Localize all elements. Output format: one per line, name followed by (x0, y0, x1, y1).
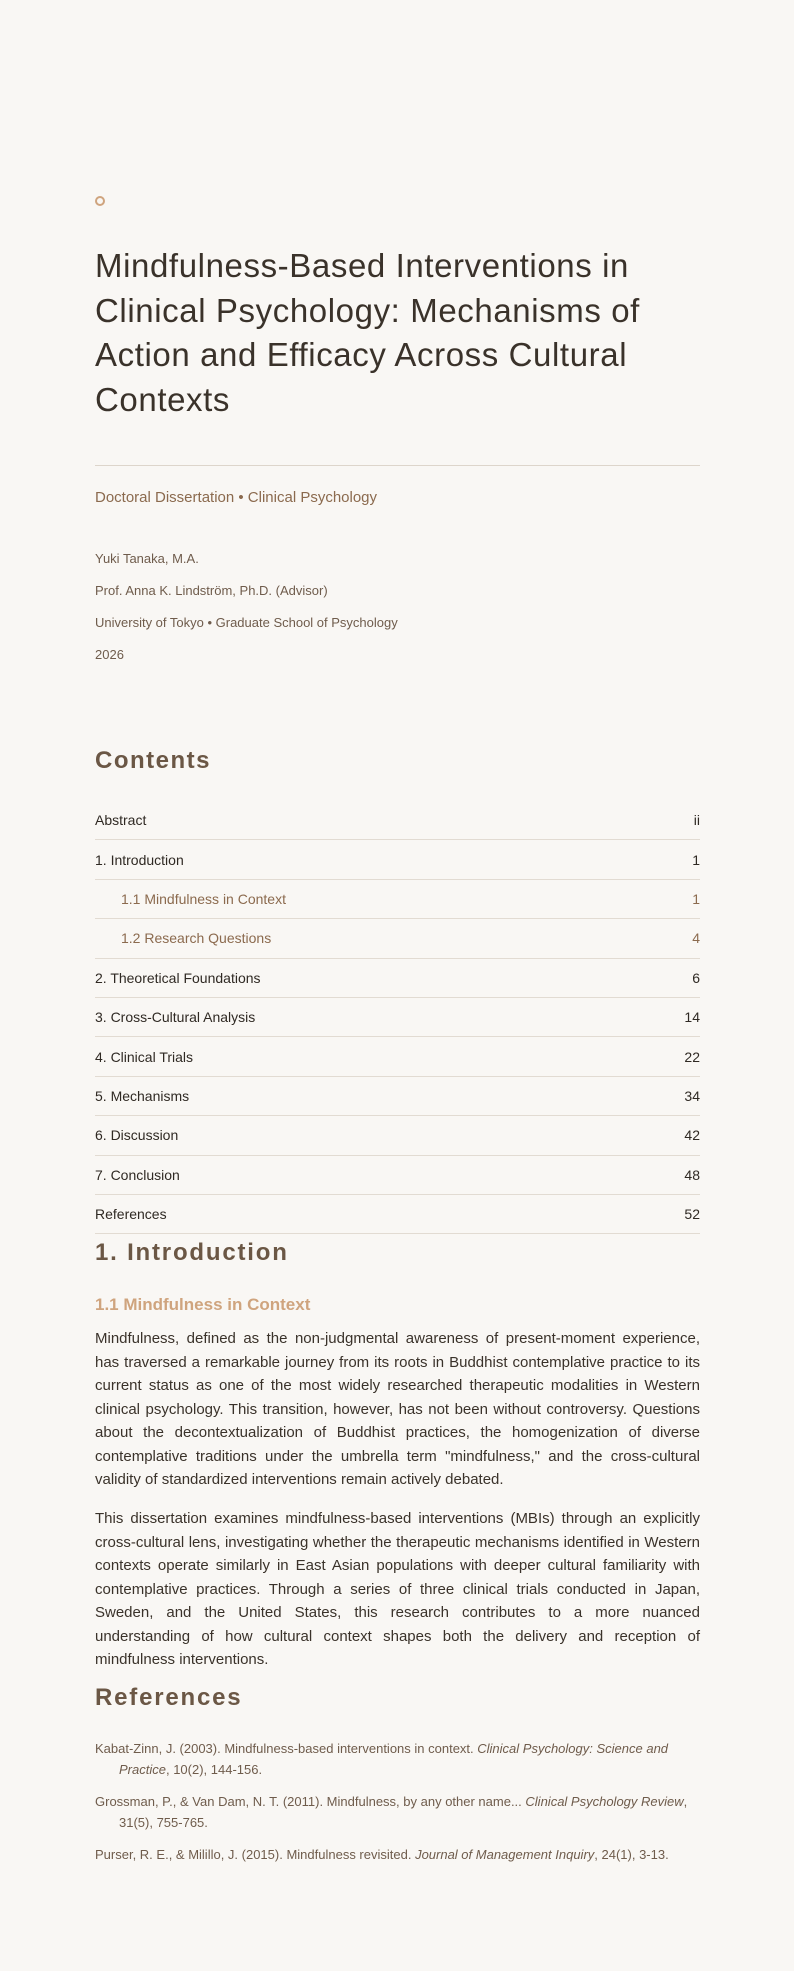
toc-item-label: 3. Cross-Cultural Analysis (95, 1009, 256, 1026)
section-subheading: 1.1 Mindfulness in Context (95, 1295, 311, 1314)
reference-entry: Grossman, P., & Van Dam, N. T. (2011). Mindfulness, by any other name... Clinical Psychology Review, 31(5), 755-765. (95, 1794, 688, 1830)
toc-item-conclusion[interactable] (95, 1156, 700, 1195)
toc-item-label: 2. Theoretical Foundations (95, 969, 261, 986)
table-of-contents (95, 801, 700, 1234)
toc-item-page: 42 (684, 1127, 700, 1144)
toc-item-page: 48 (684, 1166, 700, 1183)
toc-item-label: 4. Clinical Trials (95, 1048, 194, 1065)
toc-item-label: 6. Discussion (95, 1127, 179, 1144)
toc-item-page: 22 (684, 1048, 700, 1065)
journal-title: Journal of Management Inquiry (415, 1847, 595, 1862)
document-subtitle: Doctoral Dissertation • Clinical Psychology (95, 489, 378, 506)
toc-item-mechanisms[interactable] (95, 1077, 700, 1116)
toc-item-page: 6 (692, 969, 700, 986)
contents-heading: Contents (95, 747, 211, 774)
toc-item-theoretical-foundations[interactable] (95, 959, 700, 998)
toc-item-mindfulness-in-context[interactable] (95, 880, 700, 919)
toc-item-page: ii (693, 812, 700, 829)
journal-title: Clinical Psychology: Science and Practice (119, 1741, 669, 1777)
toc-item-clinical-trials[interactable] (95, 1037, 700, 1076)
references-heading: References (95, 1684, 243, 1711)
toc-item-label: References (95, 1206, 167, 1223)
year: 2026 (95, 647, 124, 662)
reference-entry: Kabat-Zinn, J. (2003). Mindfulness-based interventions in context. Clinical Psychology: Science and Practice, 10(2), 144-156. (95, 1741, 669, 1777)
toc-item-label: 1. Introduction (95, 851, 184, 868)
toc-item-introduction[interactable] (95, 840, 700, 879)
toc-item-label: 1.2 Research Questions (121, 930, 272, 947)
advisor-name: Prof. Anna K. Lindström, Ph.D. (Advisor) (95, 583, 328, 598)
journal-title: Clinical Psychology Review (525, 1794, 684, 1809)
toc-item-discussion[interactable] (95, 1116, 700, 1155)
title-divider (95, 465, 700, 466)
toc-item-cross-cultural-analysis[interactable] (95, 998, 700, 1037)
toc-item-label: 5. Mechanisms (95, 1087, 190, 1104)
toc-item-label: 1.1 Mindfulness in Context (121, 890, 286, 907)
introduction-heading: 1. Introduction (95, 1239, 289, 1266)
author-name: Yuki Tanaka, M.A. (95, 551, 199, 566)
toc-item-page: 52 (684, 1206, 700, 1223)
toc-item-abstract[interactable] (95, 801, 700, 840)
toc-item-page: 4 (692, 930, 700, 947)
toc-item-research-questions[interactable] (95, 919, 700, 958)
toc-item-label: 7. Conclusion (95, 1166, 180, 1183)
body-paragraph: Mindfulness, defined as the non-judgmental awareness of present-moment experience, has traversed a remarkable journey from its roots in Buddhist contemplative practice to its current status as one of the most widely researched therapeutic modalities in Western clinical psychology. This transition, however, has not been without controversy. Questions about the decontextualization of Buddhist practices, the homogenization of diverse contemplative traditions under the umbrella term "mindfulness," and the cross-cultural validity of standardized interventions remain actively debated. (95, 1330, 700, 1488)
toc-item-references[interactable] (95, 1195, 700, 1234)
toc-item-label: Abstract (95, 812, 147, 829)
body-paragraph: This dissertation examines mindfulness-based interventions (MBIs) through an explicitly cross-cultural lens, investigating whether the therapeutic mechanisms identified in Western contexts operate similarly in East Asian populations with deeper cultural familiarity with contemplative practices. Through a series of three clinical trials conducted in Japan, Sweden, and the United States, this research contributes to a more nuanced understanding of how cultural context shapes both the delivery and reception of mindfulness interventions. (95, 1510, 700, 1668)
reference-entry: Purser, R. E., & Milillo, J. (2015). Mindfulness revisited. Journal of Management Inquiry, 24(1), 3-13. (95, 1847, 669, 1862)
toc-item-page: 1 (692, 890, 700, 907)
toc-item-page: 14 (684, 1009, 700, 1026)
toc-item-page: 34 (684, 1087, 700, 1104)
circle-ornament-icon (95, 196, 105, 206)
toc-item-page: 1 (692, 851, 700, 868)
institution: University of Tokyo • Graduate School of Psychology (95, 615, 398, 630)
document-title: Mindfulness-Based Interventions in Clinical Psychology: Mechanisms of Action and Efficacy Across Cultural Contexts (95, 247, 640, 418)
